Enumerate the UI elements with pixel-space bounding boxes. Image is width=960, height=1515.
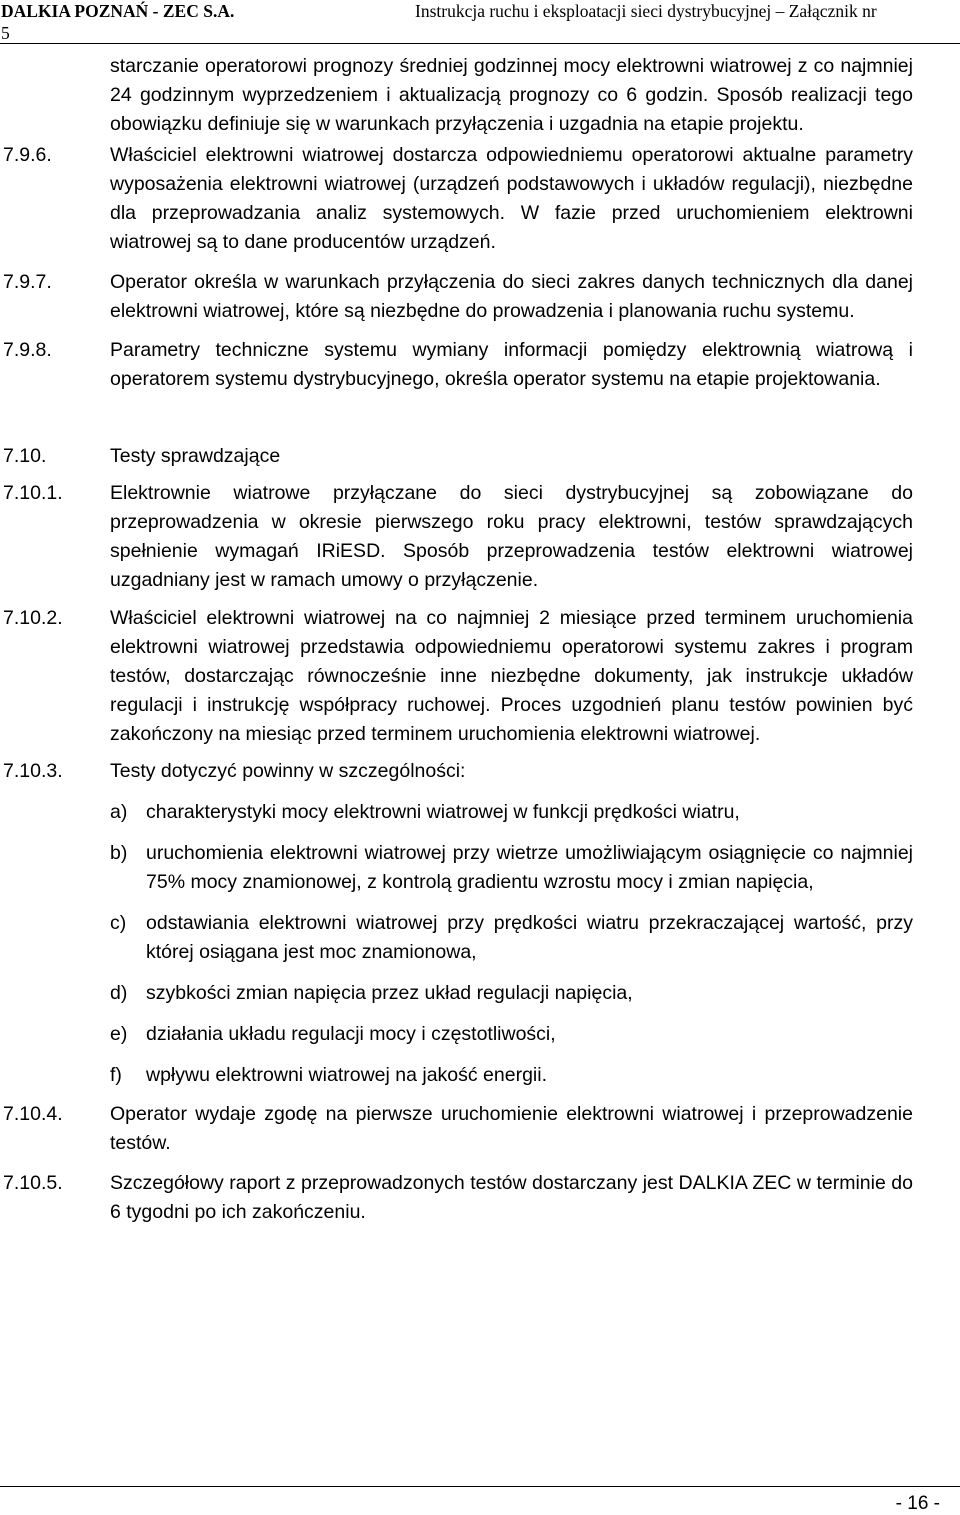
paragraph-number: 7.10.1. bbox=[3, 482, 63, 504]
paragraph-number: 7.10.4. bbox=[3, 1103, 63, 1125]
paragraph-7-9-7 bbox=[0, 268, 913, 326]
section-number: 7.10. bbox=[3, 445, 47, 467]
paragraph-7-10-1 bbox=[0, 479, 913, 595]
list-item-letter: e) bbox=[110, 1023, 128, 1045]
paragraph-7-10-2 bbox=[0, 604, 913, 749]
paragraph-7-10-4 bbox=[0, 1100, 913, 1158]
paragraph-text: Operator wydaje zgodę na pierwsze uruchomienie elektrowni wiatrowej i przeprowadzenie testów. bbox=[110, 1103, 913, 1154]
page-header bbox=[0, 0, 960, 44]
list-item-letter: c) bbox=[110, 912, 127, 934]
section-heading bbox=[0, 442, 913, 471]
paragraph-7-10-5 bbox=[0, 1169, 913, 1227]
list-item bbox=[0, 1020, 913, 1049]
paragraph-number: 7.9.8. bbox=[3, 339, 52, 361]
paragraph-number: 7.10.5. bbox=[3, 1172, 63, 1194]
list-item bbox=[0, 839, 913, 897]
list-item bbox=[0, 798, 913, 827]
list-item bbox=[0, 1061, 913, 1090]
paragraph-7-9-8 bbox=[0, 336, 913, 394]
paragraph-number: 7.9.7. bbox=[3, 271, 52, 293]
list-item-letter: b) bbox=[110, 842, 128, 864]
header-title: Instrukcja ruchu i eksploatacji sieci dystrybucyjnej – Załącznik nr bbox=[415, 1, 877, 21]
paragraph-number: 7.9.6. bbox=[3, 144, 52, 166]
list-item bbox=[0, 979, 913, 1008]
header-annex-number: 5 bbox=[1, 23, 10, 43]
list-item-letter: a) bbox=[110, 801, 128, 823]
header-rule bbox=[0, 43, 960, 44]
paragraph-text: Elektrownie wiatrowe przyłączane do sieci dystrybucyjnej są zobowiązane do przeprowadzenia w okresie pierwszego roku pracy elektrowni, testów sprawdzających spełnienie wymagań IRiESD. Sposób przeprowadzenia testów elektrowni wiatrowej uzgadniany jest w ramach umowy o przyłączenie. bbox=[110, 482, 913, 591]
paragraph-7-9-6 bbox=[0, 141, 913, 257]
paragraph-number: 7.10.2. bbox=[3, 607, 63, 629]
paragraph-text: Testy dotyczyć powinny w szczególności: bbox=[110, 760, 466, 782]
section-title: Testy sprawdzające bbox=[110, 445, 281, 467]
paragraph-number: 7.10.3. bbox=[3, 760, 63, 782]
footer-rule bbox=[0, 1486, 960, 1487]
header-annex: Załącznik nr bbox=[788, 1, 877, 21]
header-company: DALKIA POZNAŃ - ZEC S.A. bbox=[1, 1, 235, 21]
paragraph-text: starczanie operatorowi prognozy średniej godzinnej mocy elektrowni wiatrowej z co najmniej 24 godzinnym wyprzedzeniem i aktualizacją prognozy co 6 godzin. Sposób realizacji tego obowiązku definiuje się w warunkach przyłączenia i uzgadnia na etapie projektu. bbox=[110, 55, 913, 135]
list-item-letter: f) bbox=[110, 1064, 122, 1086]
list-item-letter: d) bbox=[110, 982, 128, 1004]
list-item bbox=[0, 909, 913, 967]
paragraph-continuation bbox=[0, 52, 913, 139]
list-item-text: odstawiania elektrowni wiatrowej przy prędkości wiatru przekraczającej wartość, przy której osiągana jest moc znamionowa, bbox=[146, 912, 913, 963]
paragraph-text: Parametry techniczne systemu wymiany informacji pomiędzy elektrownią wiatrową i operatorem systemu dystrybucyjnego, określa operator systemu na etapie projektowania. bbox=[110, 339, 913, 390]
paragraph-text: Operator określa w warunkach przyłączenia do sieci zakres danych technicznych dla danej elektrowni wiatrowej, które są niezbędne do prowadzenia i planowania ruchu systemu. bbox=[110, 271, 913, 322]
paragraph-text: Właściciel elektrowni wiatrowej na co najmniej 2 miesiące przed terminem uruchomienia elektrowni wiatrowej przedstawia odpowiedniemu operatorowi systemu zakres i program testów, dostarczając równocześnie inne niezbędne dokumenty, jak instrukcje układów regulacji i instrukcję współpracy ruchowej. Proces uzgodnień planu testów powinien być zakończony na miesiąc przed terminem uruchomienia elektrowni wiatrowej. bbox=[110, 607, 913, 745]
document-body bbox=[0, 52, 960, 1227]
list-item-text: działania układu regulacji mocy i częstotliwości, bbox=[146, 1023, 556, 1045]
list-item-text: wpływu elektrowni wiatrowej na jakość energii. bbox=[146, 1064, 548, 1086]
paragraph-7-10-3 bbox=[0, 757, 913, 786]
list-item-text: szybkości zmian napięcia przez układ regulacji napięcia, bbox=[146, 982, 633, 1004]
header-document-title: Instrukcja ruchu i eksploatacji sieci dystrybucyjnej bbox=[415, 1, 772, 21]
page-number: - 16 - bbox=[895, 1493, 940, 1514]
paragraph-text: Właściciel elektrowni wiatrowej dostarcza odpowiedniemu operatorowi aktualne parametry wyposażenia elektrowni wiatrowej (urządzeń podstawowych i układów regulacji), niezbędne dla przeprowadzania analiz systemowych. W fazie przed uruchomieniem elektrowni wiatrowej są to dane producentów urządzeń. bbox=[110, 144, 913, 253]
list-item-text: uruchomienia elektrowni wiatrowej przy wietrze umożliwiającym osiągnięcie co najmniej 75% mocy znamionowej, z kontrolą gradientu wzrostu mocy i zmian napięcia, bbox=[146, 842, 913, 893]
paragraph-text: Szczegółowy raport z przeprowadzonych testów dostarczany jest DALKIA ZEC w terminie do 6 tygodni po ich zakończeniu. bbox=[110, 1172, 913, 1223]
list-item-text: charakterystyki mocy elektrowni wiatrowej w funkcji prędkości wiatru, bbox=[146, 801, 740, 823]
